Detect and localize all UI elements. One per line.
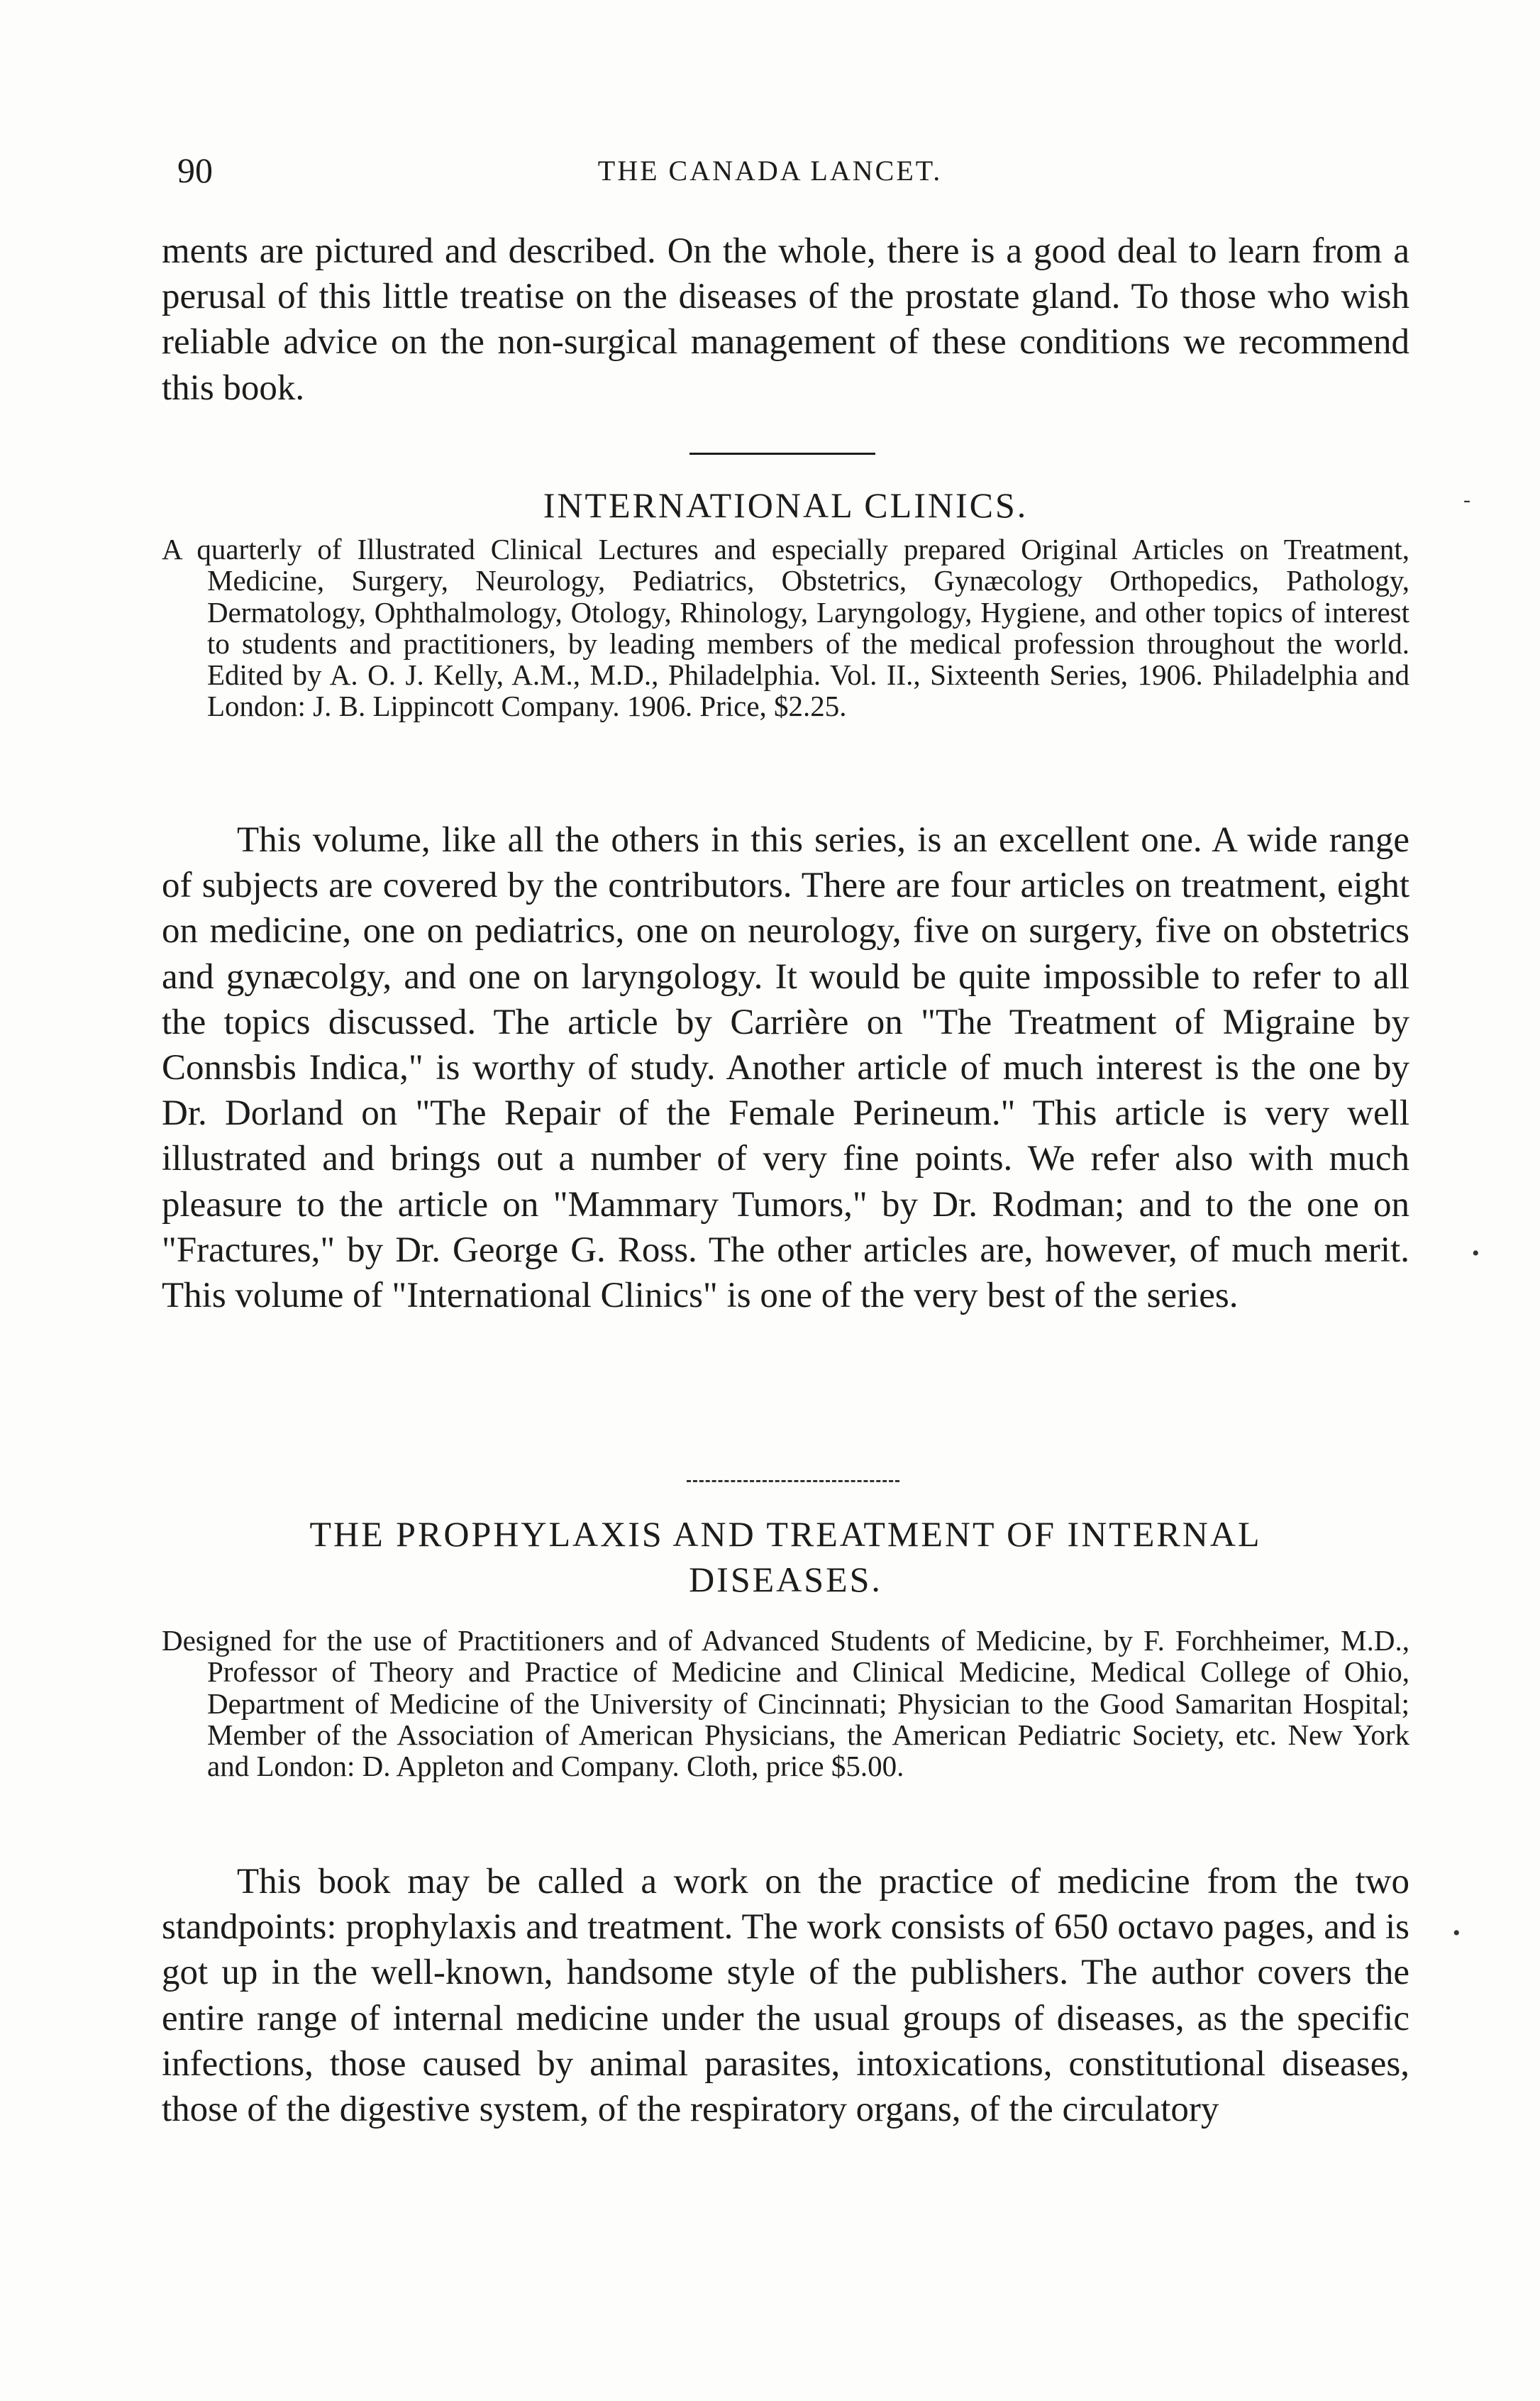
margin-mark: - (1463, 488, 1470, 512)
running-head: THE CANADA LANCET. (597, 155, 943, 187)
margin-dot: • (1472, 1242, 1480, 1265)
review2-section (162, 1859, 1409, 2132)
review2-body: This book may be called a work on the practice of medicine from the two standpoints: prophylaxis and treatment. The work consists of 650 octavo pages, and is got up in the well-known, handsome style of the publishers. The author covers the entire range of internal medicine under the usual groups of diseases, as the specific infections, those caused by animal parasites, intoxications, constitutional diseases, those of the digestive system, of the respiratory organs, of the circulatory (162, 1862, 1409, 2130)
margin-dot: • (1453, 1921, 1461, 1945)
intro-section (162, 228, 1409, 411)
page-number: 90 (177, 150, 213, 190)
review1-citation: A quarterly of Illustrated Clinical Lectures and especially prepared Original Articles on Treatment, Medicine, Surgery, Neurology, Pediatrics, Obstetrics, Gynæcology Orthopedics, Pathology, Dermatology, Ophthalmology, Otology, Rhinology, Laryngology, Hygiene, and other topics of interest to students and practitioners, by leading members of the medical profession throughout the world. Edited by A. O. J. Kelly, A.M., M.D., Philadelphia. Vol. II., Sixteenth Series, 1906. Philadelphia and London: J. B. Lippincott Company. 1906. Price, $2.25. (162, 533, 1409, 723)
review2-title-line1: THE PROPHYLAXIS AND TREATMENT OF INTERNAL (309, 1514, 1262, 1554)
intro-paragraph: ments are pictured and described. On the whole, there is a good deal to learn from a perusal of this little treatise on the diseases of the prostate gland. To those who wish reliable advice on the non-surgical management of these conditions we recommend this book. (162, 231, 1409, 408)
section-divider-dashed-rule (687, 1480, 899, 1482)
review1-title: INTERNATIONAL CLINICS. (543, 485, 1029, 525)
section-divider-rule (689, 453, 875, 455)
review2-title-line2: DISEASES. (689, 1560, 882, 1599)
review2-citation: Designed for the use of Practitioners and of Advanced Students of Medicine, by F. Forchheimer, M.D., Professor of Theory and Practice of Medicine and Clinical Medicine, Medical College of Ohio, Department of Medicine of the University of Cincinnati; Physician to the Good Samaritan Hospital; Member of the Association of American Physicians, the American Pediatric Society, etc. New York and London: D. Appleton and Company. Cloth, price $5.00. (162, 1624, 1409, 1783)
review1-section (162, 817, 1409, 1318)
review1-body: This volume, like all the others in this series, is an excellent one. A wide range of subjects are covered by the contributors. There are four articles on treatment, eight on medicine, one on pediatrics, one on neurology, five on surgery, five on obstetrics and gynæcolgy, and one on laryngology. It would be quite impossible to refer to all the topics discussed. The article by Carrière on "The Treatment of Migraine by Connsbis Indica," is worthy of study. Another article of much interest is the one by Dr. Dorland on "The Repair of the Female Perineum." This article is very well illustrated and brings out a number of very fine points. We refer also with much pleasure to the article on "Mammary Tumors," by Dr. Rodman; and to the one on "Fractures," by Dr. George G. Ross. The other articles are, however, of much merit. This volume of "International Clinics" is one of the very best of the series. (162, 820, 1409, 1316)
